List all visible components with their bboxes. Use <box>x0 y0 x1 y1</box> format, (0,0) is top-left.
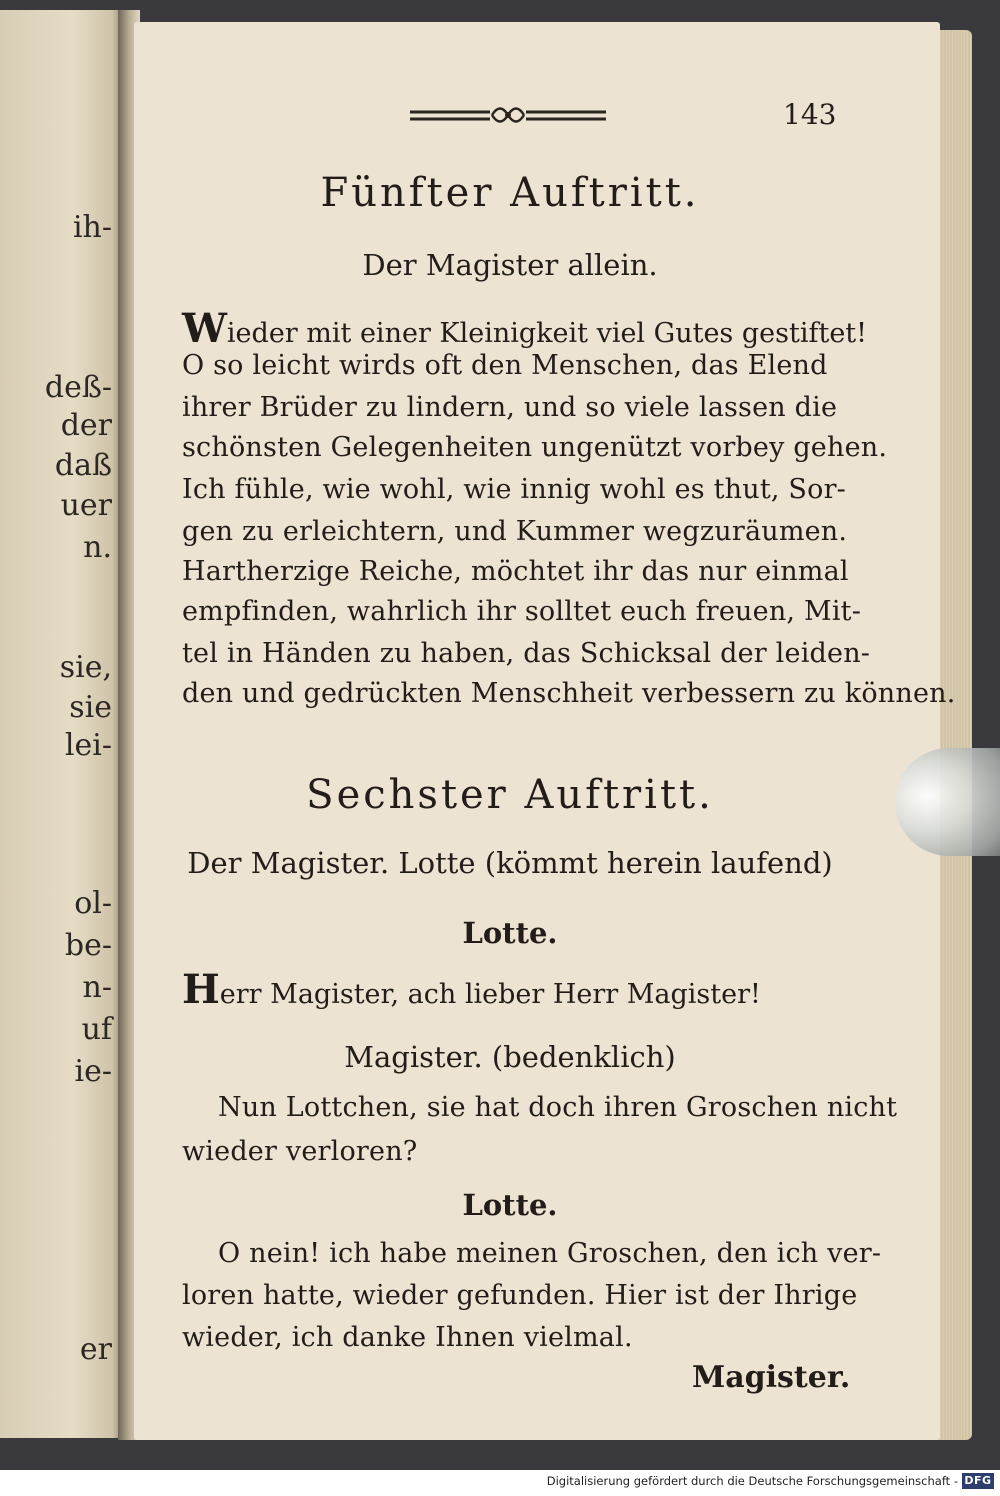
scene5-line <box>182 305 867 352</box>
speech-line: loren hatte, wieder gefunden. Hier ist der Ihrige <box>182 1280 858 1311</box>
left-fragment-line: sie <box>69 690 112 725</box>
funding-credit: Digitalisierung gefördert durch die Deutsche Forschungsgemeinschaft - <box>546 1474 958 1488</box>
left-fragment-line: deß- <box>44 370 112 405</box>
scene5-line: tel in Händen zu haben, das Schicksal der leiden- <box>182 638 871 669</box>
left-fragment-line: ol- <box>74 886 112 921</box>
speaker-label: Magister. (bedenklich) <box>344 1040 676 1074</box>
left-fragment-line: n- <box>82 970 112 1005</box>
scene5-line: Hartherzige Reiche, möchtet ihr das nur einmal <box>182 556 849 587</box>
left-fragment-line: ih- <box>72 210 112 245</box>
dropcap: W <box>182 305 227 352</box>
left-page-fragment <box>0 10 122 1438</box>
scene5-line: empfinden, wahrlich ihr solltet euch freuen, Mit- <box>182 596 862 627</box>
catchword: Magister. <box>692 1360 851 1395</box>
speech-line: O nein! ich habe meinen Groschen, den ich ver- <box>218 1238 882 1269</box>
left-fragment-line: uer <box>60 488 112 523</box>
page-number: 143 <box>783 98 837 131</box>
left-fragment-line: sie, <box>59 650 112 685</box>
scene5-line: O so leicht wirds oft den Menschen, das Elend <box>182 350 828 381</box>
scene5-title: Fünfter Auftritt. <box>320 170 700 216</box>
left-fragment-line: der <box>60 408 112 443</box>
page-stack-edge <box>936 30 972 1440</box>
scene5-line: ihrer Brüder zu lindern, und so viele lassen die <box>182 392 838 423</box>
page-clip <box>895 748 1000 856</box>
speech-line: wieder, ich danke Ihnen vielmal. <box>182 1322 633 1353</box>
dfg-logo[interactable]: DFG <box>962 1473 994 1489</box>
speech-line <box>182 966 761 1013</box>
scene5-line: schönsten Gelegenheiten ungenützt vorbey gehen. <box>182 432 888 463</box>
left-fragment-line: daß <box>54 448 112 483</box>
speaker-label: Lotte. <box>462 916 558 950</box>
scene5-line: den und gedrückten Menschheit verbessern zu können. <box>182 678 956 709</box>
scene5-subtitle: Der Magister allein. <box>362 248 658 282</box>
scene5-line-text: ieder mit einer Kleinigkeit viel Gutes gestiftet! <box>226 318 867 349</box>
right-page <box>134 22 940 1440</box>
left-fragment-line: lei- <box>64 728 112 763</box>
speaker-label: Lotte. <box>462 1188 558 1222</box>
speech-line-text: err Magister, ach lieber Herr Magister! <box>219 979 761 1010</box>
left-fragment-line: be- <box>64 928 112 963</box>
left-fragment-line: uf <box>81 1012 112 1047</box>
speech-line: wieder verloren? <box>182 1136 418 1167</box>
scene6-subtitle: Der Magister. Lotte (kömmt herein laufend) <box>187 846 833 880</box>
left-fragment-line: n. <box>83 530 112 565</box>
left-fragment-line: ie- <box>74 1054 112 1089</box>
scene5-line: Ich fühle, wie wohl, wie innig wohl es thut, Sor- <box>182 474 847 505</box>
header-ornament-icon <box>410 100 606 130</box>
scene5-line: gen zu erleichtern, und Kummer wegzuräumen. <box>182 516 848 547</box>
left-fragment-line: er <box>79 1332 112 1367</box>
speech-line: Nun Lottchen, sie hat doch ihren Groschen nicht <box>218 1092 898 1123</box>
scene6-title: Sechster Auftritt. <box>306 772 714 818</box>
dropcap: H <box>182 966 220 1013</box>
